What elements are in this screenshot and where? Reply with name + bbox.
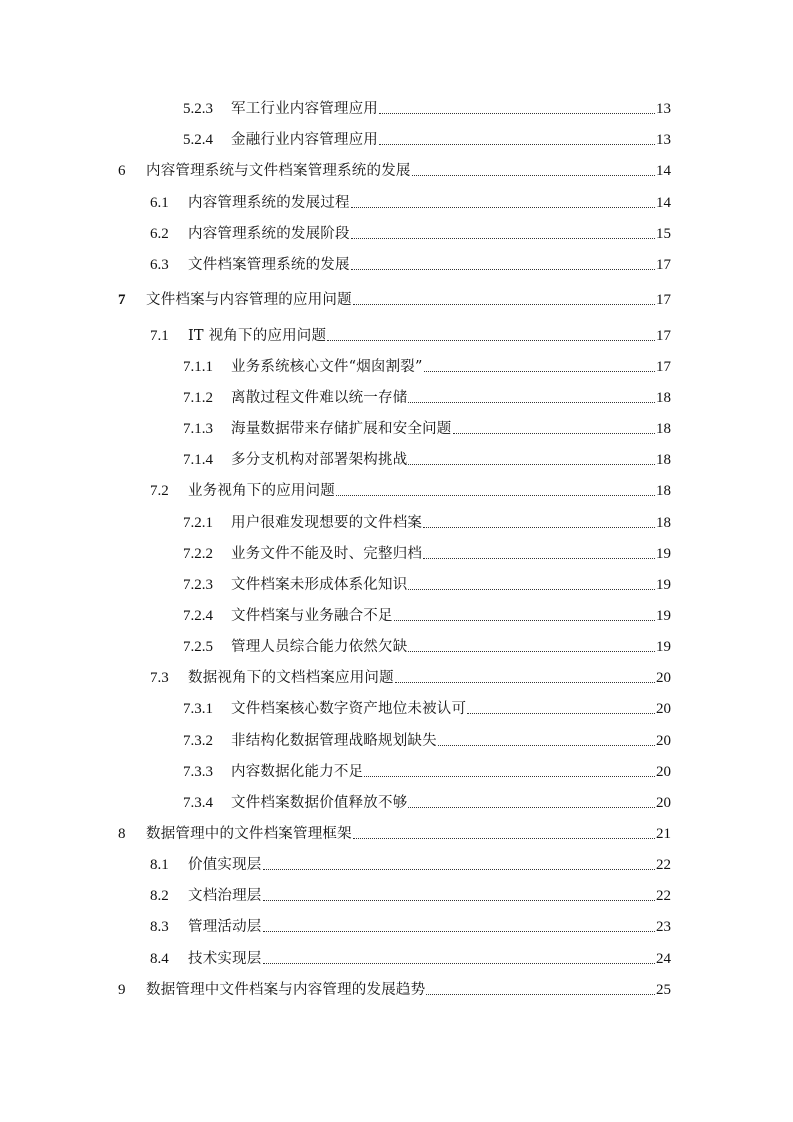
toc-entry-title: 多分支机构对部署架构挑战: [231, 452, 408, 468]
toc-entry-number: 8.3: [150, 919, 169, 935]
toc-entry-page: 17: [656, 257, 671, 273]
toc-entry-number: 7.3.3: [183, 764, 213, 780]
toc-entry-page: 20: [656, 795, 671, 811]
toc-entry[interactable]: [150, 478, 671, 500]
toc-entry[interactable]: [183, 127, 671, 149]
dot-leader: [438, 745, 655, 746]
toc-entry-number: 7.1.4: [183, 452, 213, 468]
toc-entry-title: 离散过程文件难以统一存储: [231, 390, 408, 406]
dot-leader: [408, 402, 655, 403]
toc-entry-page: 22: [656, 888, 671, 904]
dot-leader: [408, 464, 655, 465]
dot-leader: [412, 175, 655, 176]
toc-entry-page: 23: [656, 919, 671, 935]
toc-entry-number: 7.1.1: [183, 359, 213, 375]
toc-entry-number: 6: [118, 163, 126, 179]
toc-entry-number: 7.2.3: [183, 577, 213, 593]
toc-entry-page: 18: [656, 421, 671, 437]
toc-entry-title: 业务文件不能及时、完整归档: [231, 546, 423, 562]
toc-entry-title: 文件档案核心数字资产地位未被认可: [231, 701, 467, 717]
toc-entry-number: 7.2.4: [183, 608, 213, 624]
toc-entry-number: 6.1: [150, 195, 169, 211]
toc-entry-page: 20: [656, 670, 671, 686]
toc-entry-number: 7: [118, 292, 126, 308]
toc-entry-page: 22: [656, 857, 671, 873]
toc-entry[interactable]: [183, 510, 671, 532]
toc-entry[interactable]: [183, 572, 671, 594]
toc-entry-page: 18: [656, 452, 671, 468]
dot-leader: [423, 527, 655, 528]
toc-entry-page: 20: [656, 701, 671, 717]
dot-leader: [336, 495, 655, 496]
toc-entry-page: 19: [656, 608, 671, 624]
toc-entry-number: 8.2: [150, 888, 169, 904]
toc-entry-page: 18: [656, 390, 671, 406]
toc-entry-page: 14: [656, 195, 671, 211]
dot-leader: [379, 144, 655, 145]
dot-leader: [353, 304, 655, 305]
toc-entry[interactable]: [183, 603, 671, 625]
dot-leader: [408, 651, 655, 652]
toc-entry[interactable]: [183, 634, 671, 656]
toc-entry-page: 18: [656, 515, 671, 531]
toc-entry-number: 7.3.2: [183, 733, 213, 749]
toc-entry-title: 内容管理系统的发展阶段: [188, 226, 350, 242]
toc-entry[interactable]: [183, 759, 671, 781]
toc-entry-number: 7.3.1: [183, 701, 213, 717]
toc-entry-title: 文件档案数据价值释放不够: [231, 795, 408, 811]
toc-entry-title: 非结构化数据管理战略规划缺失: [231, 733, 437, 749]
dot-leader: [263, 900, 656, 901]
toc-entry[interactable]: [183, 385, 671, 407]
dot-leader: [263, 963, 656, 964]
toc-entry[interactable]: [150, 665, 671, 687]
toc-entry-title: 文档治理层: [188, 888, 262, 904]
toc-entry-number: 7.3.4: [183, 795, 213, 811]
toc-entry-page: 17: [656, 359, 671, 375]
toc-entry-page: 13: [656, 101, 671, 117]
toc-entry[interactable]: [183, 728, 671, 750]
toc-entry[interactable]: [150, 323, 671, 345]
toc-entry-page: 14: [656, 163, 671, 179]
toc-entry-number: 7.1.3: [183, 421, 213, 437]
dot-leader: [351, 238, 655, 239]
toc-entry-number: 7.3: [150, 670, 169, 686]
toc-entry[interactable]: [150, 914, 671, 936]
toc-entry-title: 军工行业内容管理应用: [231, 101, 378, 117]
toc-entry-title: 业务视角下的应用问题: [188, 483, 335, 499]
toc-entry[interactable]: [150, 946, 671, 968]
toc-entry-page: 13: [656, 132, 671, 148]
dot-leader: [394, 620, 655, 621]
toc-entry-number: 7.2: [150, 483, 169, 499]
toc-entry-number: 7.2.2: [183, 546, 213, 562]
toc-entry-title: 内容管理系统的发展过程: [188, 195, 350, 211]
toc-entry[interactable]: [118, 977, 671, 999]
toc-entry-title: 文件档案与业务融合不足: [231, 608, 393, 624]
toc-entry-number: 7.2.1: [183, 515, 213, 531]
dot-leader: [423, 558, 655, 559]
toc-entry-page: 20: [656, 733, 671, 749]
toc-entry-page: 19: [656, 639, 671, 655]
dot-leader: [364, 776, 655, 777]
toc-entry[interactable]: [118, 287, 671, 309]
dot-leader: [467, 713, 655, 714]
toc-entry[interactable]: [150, 221, 671, 243]
toc-entry-number: 7.2.5: [183, 639, 213, 655]
toc-entry-title: 内容数据化能力不足: [231, 764, 364, 780]
toc-entry[interactable]: [183, 790, 671, 812]
toc-entry-title: 业务系统核心文件“烟囱割裂”: [231, 359, 423, 375]
toc-entry-title: 海量数据带来存储扩展和安全问题: [231, 421, 452, 437]
dot-leader: [408, 807, 655, 808]
toc-entry-title: 价值实现层: [188, 857, 262, 873]
toc-entry-page: 19: [656, 546, 671, 562]
toc-entry[interactable]: [183, 541, 671, 563]
dot-leader: [379, 113, 655, 114]
toc-entry-title: 管理人员综合能力依然欠缺: [231, 639, 408, 655]
toc-entry[interactable]: [183, 96, 671, 118]
toc-entry-page: 19: [656, 577, 671, 593]
toc-entry-number: 7.1.2: [183, 390, 213, 406]
dot-leader: [263, 869, 656, 870]
toc-entry-title: 管理活动层: [188, 919, 262, 935]
toc-entry-number: 6.3: [150, 257, 169, 273]
toc-entry-number: 5.2.4: [183, 132, 213, 148]
toc-entry-title: 内容管理系统与文件档案管理系统的发展: [146, 163, 411, 179]
toc-entry-title: 用户很难发现想要的文件档案: [231, 515, 423, 531]
toc-entry[interactable]: [183, 696, 671, 718]
dot-leader: [424, 371, 655, 372]
toc-entry-page: 20: [656, 764, 671, 780]
toc-entry-title: 文件档案未形成体系化知识: [231, 577, 408, 593]
toc-entry-number: 5.2.3: [183, 101, 213, 117]
dot-leader: [351, 207, 655, 208]
toc-entry-page: 17: [656, 328, 671, 344]
toc-entry-title: 文件档案管理系统的发展: [188, 257, 350, 273]
toc-entry-page: 25: [656, 982, 671, 998]
toc-entry-number: 8.4: [150, 951, 169, 967]
toc-entry-page: 18: [656, 483, 671, 499]
toc-entry-page: 24: [656, 951, 671, 967]
toc-entry-title: 文件档案与内容管理的应用问题: [146, 292, 352, 308]
toc-entry-number: 6.2: [150, 226, 169, 242]
dot-leader: [353, 838, 655, 839]
toc-entry-page: 17: [656, 292, 671, 308]
dot-leader: [395, 682, 655, 683]
toc-entry[interactable]: [183, 354, 671, 376]
toc-entry-title: IT 视角下的应用问题: [188, 328, 327, 344]
toc-entry-page: 15: [656, 226, 671, 242]
toc-entry[interactable]: [150, 883, 671, 905]
toc-entry[interactable]: [183, 447, 671, 469]
toc-entry[interactable]: [150, 852, 671, 874]
toc-entry-number: 9: [118, 982, 126, 998]
toc-entry[interactable]: [150, 252, 671, 274]
dot-leader: [453, 433, 656, 434]
dot-leader: [327, 340, 655, 341]
toc-entry-number: 8.1: [150, 857, 169, 873]
toc-entry-title: 数据管理中的文件档案管理框架: [146, 826, 352, 842]
toc-entry-number: 7.1: [150, 328, 169, 344]
toc-entry-title: 金融行业内容管理应用: [231, 132, 378, 148]
toc-entry[interactable]: [150, 190, 671, 212]
dot-leader: [263, 931, 656, 932]
toc-entry-number: 8: [118, 826, 126, 842]
toc-entry[interactable]: [118, 821, 671, 843]
dot-leader: [351, 269, 655, 270]
toc-entry-title: 数据视角下的文档档案应用问题: [188, 670, 394, 686]
toc-entry-title: 技术实现层: [188, 951, 262, 967]
toc-entry[interactable]: [183, 416, 671, 438]
toc-entry-title: 数据管理中文件档案与内容管理的发展趋势: [146, 982, 426, 998]
dot-leader: [426, 994, 655, 995]
toc-entry[interactable]: [118, 158, 671, 180]
toc-entry-page: 21: [656, 826, 671, 842]
dot-leader: [408, 589, 655, 590]
